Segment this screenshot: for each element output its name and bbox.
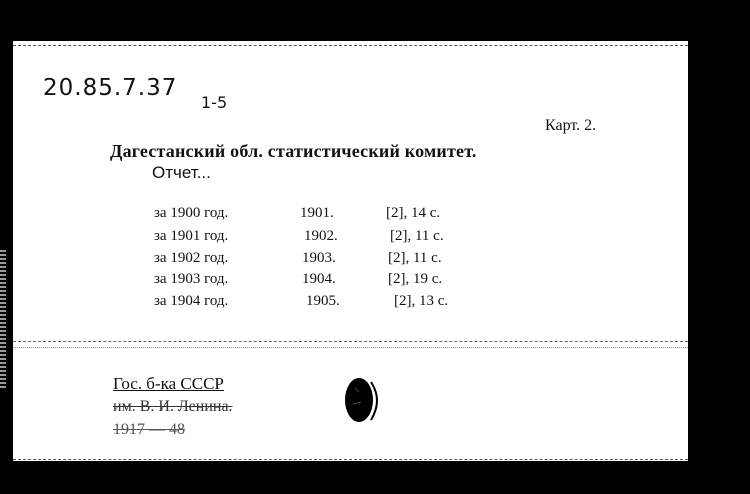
- library-stamp-line2: им. В. И. Ленина.: [113, 398, 233, 415]
- top-divider: [13, 45, 688, 46]
- entry-pages: [2], 19 с.: [388, 271, 443, 287]
- call-number: 20.85.7.37: [43, 75, 178, 101]
- entry-pages: [2], 13 с.: [394, 293, 449, 309]
- card-number: Карт. 2.: [545, 117, 597, 134]
- call-number-suffix: 1-5: [201, 93, 228, 112]
- bottom-divider: [13, 459, 688, 460]
- entry-pub-year: 1903.: [302, 250, 336, 266]
- entry-pub-year: 1904.: [302, 271, 336, 287]
- library-stamp-line3: 1917 — 48: [113, 421, 185, 438]
- entry-year-label: за 1903 год.: [154, 271, 229, 287]
- middle-divider-dotted: [13, 347, 688, 348]
- entry-pages: [2], 11 с.: [388, 250, 442, 266]
- entry-year-label: за 1900 год.: [154, 205, 229, 221]
- entry-pub-year: 1905.: [306, 293, 340, 309]
- entry-year-label: за 1904 год.: [154, 293, 229, 309]
- entry-pages: [2], 11 с.: [390, 228, 444, 244]
- middle-divider: [13, 341, 688, 342]
- subheading: Отчет...: [152, 163, 211, 182]
- ink-blot-icon: [341, 374, 383, 426]
- scan-edge-noise: [0, 250, 6, 390]
- entry-pub-year: 1902.: [304, 228, 338, 244]
- library-stamp-line1: Гос. б-ка СССР: [113, 374, 224, 393]
- entry-pub-year: 1901.: [300, 205, 334, 221]
- entry-year-label: за 1901 год.: [154, 228, 229, 244]
- entry-year-label: за 1902 год.: [154, 250, 229, 266]
- entry-pages: [2], 14 с.: [386, 205, 441, 221]
- heading: Дагестанский обл. статистический комитет.: [110, 141, 477, 161]
- catalog-card: [13, 41, 688, 461]
